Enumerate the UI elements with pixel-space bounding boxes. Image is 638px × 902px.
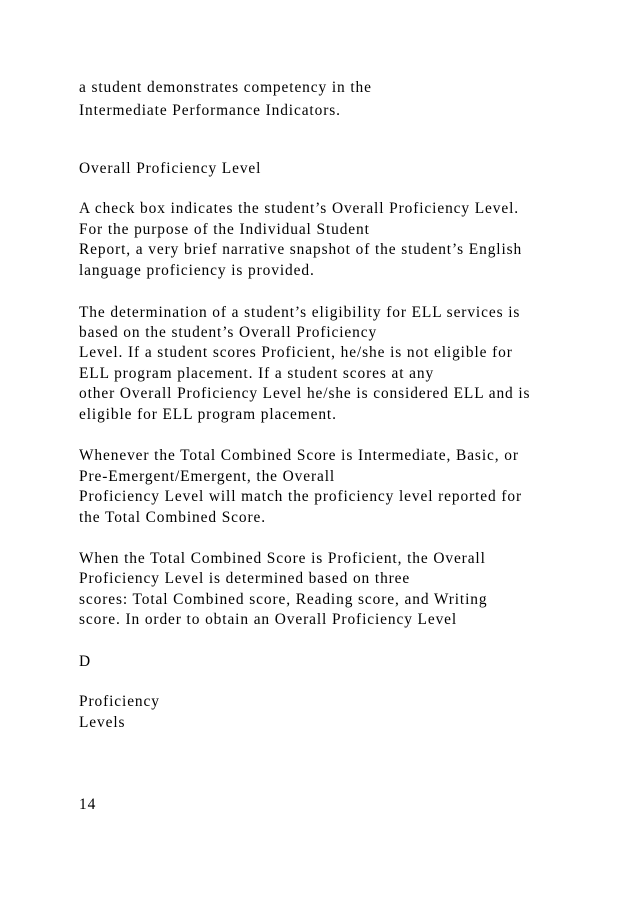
text-line: Intermediate Performance Indicators.	[79, 102, 341, 119]
text-line: ELL program placement. If a student scores at any	[79, 365, 435, 382]
text-line: A check box indicates the student’s Overall Proficiency Level.	[79, 200, 520, 217]
text-line: For the purpose of the Individual Student	[79, 221, 370, 238]
text-line: Pre-Emergent/Emergent, the Overall	[79, 468, 336, 485]
text-line: Levels	[79, 714, 126, 731]
text-line: D	[79, 653, 92, 670]
text-line: a student demonstrates competency in the	[79, 79, 372, 96]
text-line: based on the student’s Overall Proficiency	[79, 324, 378, 341]
text-line: Proficiency Level is determined based on three	[79, 570, 411, 587]
text-line: When the Total Combined Score is Proficient, the Overall	[79, 550, 486, 567]
text-line: language proficiency is provided.	[79, 262, 315, 279]
text-line: scores: Total Combined score, Reading score, and Writing	[79, 591, 488, 608]
text-line: other Overall Proficiency Level he/she is considered ELL and is	[79, 385, 531, 402]
text-line: Proficiency Level will match the proficiency level reported for	[79, 488, 523, 505]
text-line: Whenever the Total Combined Score is Intermediate, Basic, or	[79, 447, 519, 464]
page-number: 14	[79, 796, 97, 813]
text-line: eligible for ELL program placement.	[79, 406, 337, 423]
text-line: Level. If a student scores Proficient, he/she is not eligible for	[79, 344, 513, 361]
text-line: the Total Combined Score.	[79, 509, 266, 526]
text-line: score. In order to obtain an Overall Proficiency Level	[79, 611, 458, 628]
text-line: Report, a very brief narrative snapshot of the student’s English	[79, 241, 523, 258]
section-heading: Overall Proficiency Level	[79, 160, 262, 177]
text-line: Proficiency	[79, 693, 160, 710]
text-line: The determination of a student’s eligibility for ELL services is	[79, 304, 521, 321]
